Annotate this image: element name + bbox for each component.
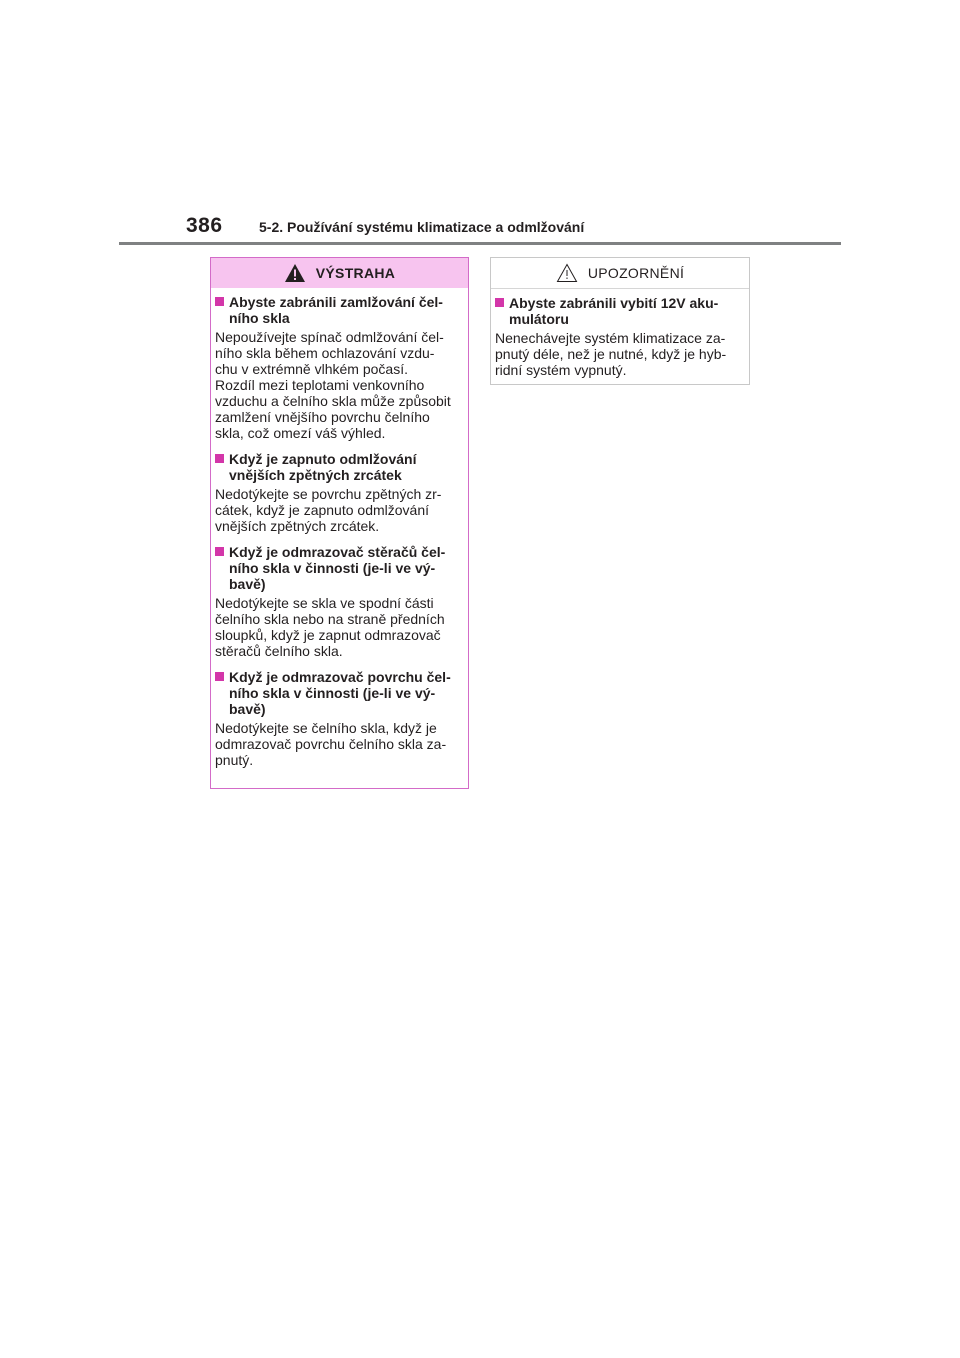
warning-item-title: Abyste zabránili zamlžování čel- ního skla: [229, 294, 443, 326]
warning-item: [215, 669, 463, 768]
warning-item-text: Nedotýkejte se povrchu zpětných zr- cátek, když je zapnuto odmlžování vnějších zpětných zrcátek.: [215, 486, 442, 534]
header-rule: [119, 242, 841, 245]
warning-item-text: Nedotýkejte se skla ve spodní části čelního skla nebo na straně předních sloupků, když je zapnut odmrazovač stěračů čelního skla.: [215, 595, 445, 659]
warning-item: [215, 544, 463, 659]
bullet-square-icon: [215, 672, 224, 681]
bullet-square-icon: [215, 297, 224, 306]
warning-box-header: [211, 258, 468, 288]
warning-triangle-filled-icon: [284, 263, 306, 283]
warning-item-title: Když je zapnuto odmlžování vnějších zpětných zrcátek: [229, 451, 417, 483]
warning-item: [215, 294, 463, 441]
notice-box-header: [491, 258, 749, 289]
notice-box: [490, 257, 750, 385]
warning-item-title: Když je odmrazovač stěračů čel- ního skla v činnosti (je-li ve vý- bavě): [229, 544, 446, 592]
notice-box-title: UPOZORNĚNÍ: [587, 265, 685, 281]
section-title: 5-2. Používání systému klimatizace a odmlžování: [259, 219, 585, 235]
warning-box: [210, 257, 469, 789]
warning-item-title: Když je odmrazovač povrchu čel- ního skla v činnosti (je-li ve vý- bavě): [229, 669, 451, 717]
notice-item: [495, 295, 744, 378]
warning-item: [215, 451, 463, 534]
warning-box-title: VÝSTRAHA: [315, 265, 396, 281]
warning-item-text: Nepoužívejte spínač odmlžování čel- ního skla během ochlazování vzdu- chu v extrémně vlhkém počasí. Rozdíl mezi teplotami venkovního vzduchu a čelního skla může způsobit zamlžení vnějšího povrchu čelního skla, což omezí váš výhled.: [215, 329, 451, 441]
page-number: 386: [186, 214, 223, 237]
warning-triangle-outline-icon: [556, 263, 578, 283]
notice-item-text: Nenechávejte systém klimatizace za- pnutý déle, než je nutné, když je hyb- ridní systém vypnutý.: [495, 330, 727, 378]
warning-item-text: Nedotýkejte se čelního skla, když je odmrazovač povrchu čelního skla za- pnutý.: [215, 720, 447, 768]
bullet-square-icon: [495, 298, 504, 307]
notice-item-title: Abyste zabránili vybití 12V aku- mulátoru: [509, 295, 719, 327]
bullet-square-icon: [215, 454, 224, 463]
bullet-square-icon: [215, 547, 224, 556]
